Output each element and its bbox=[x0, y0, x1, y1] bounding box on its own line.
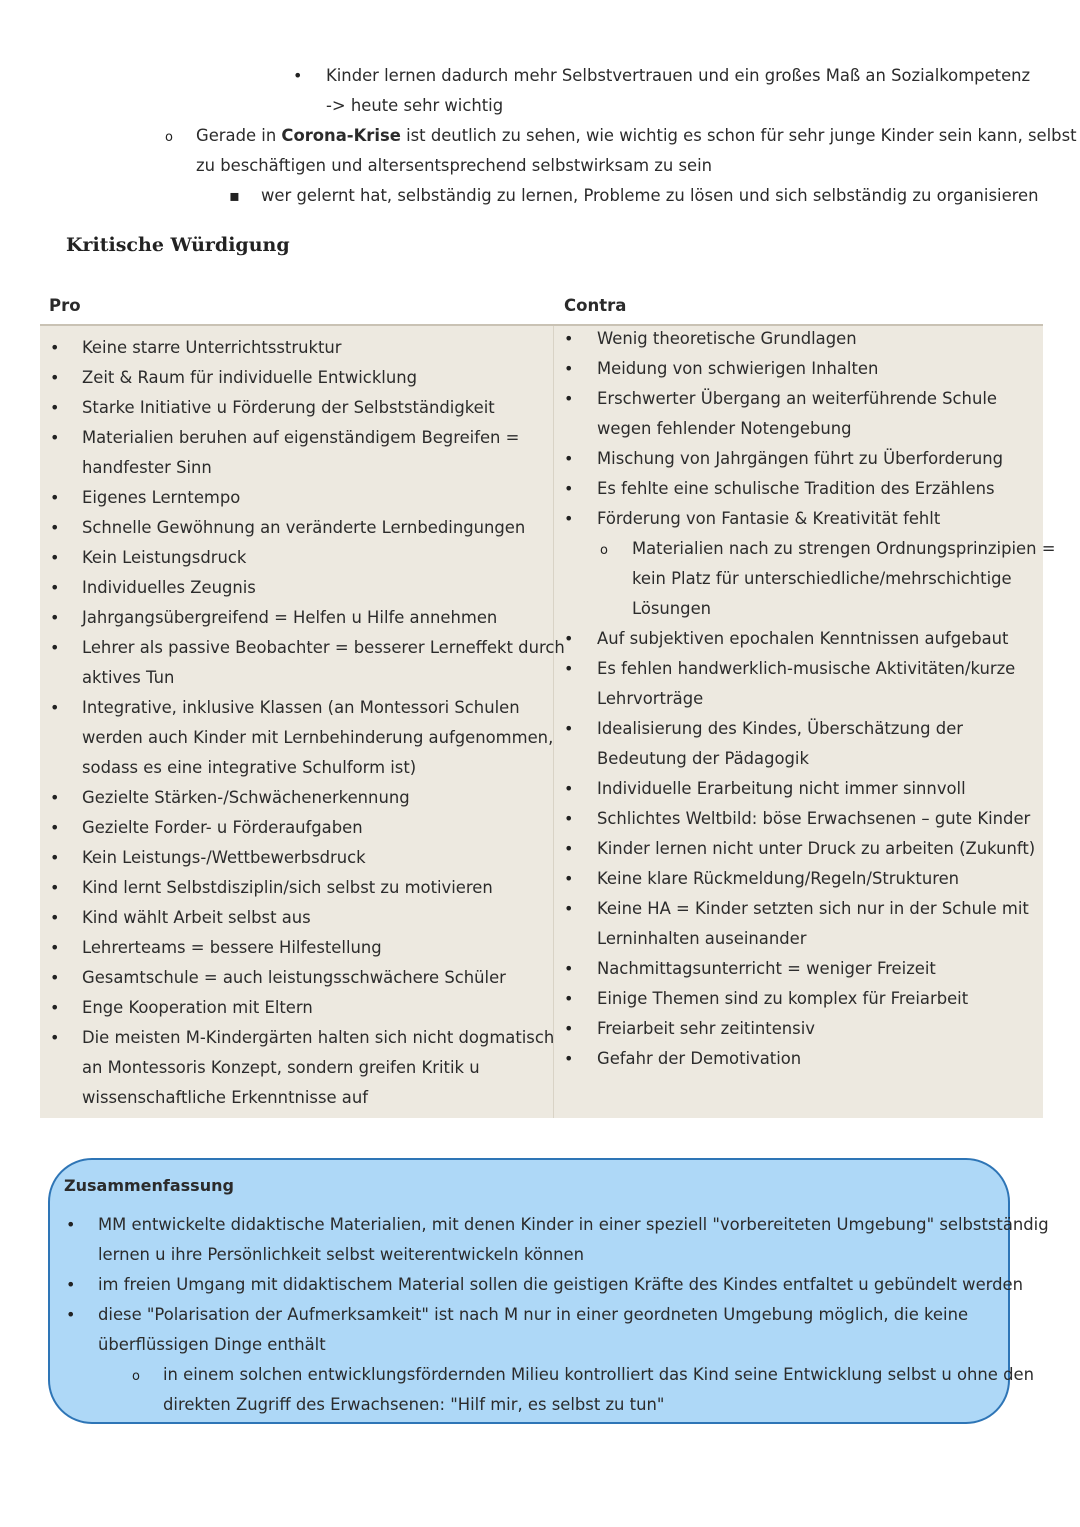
contra-item: Es fehlte eine schulische Tradition des Erzählens bbox=[597, 479, 995, 498]
contra-item: kein Platz für unterschiedliche/mehrschichtige bbox=[632, 569, 1012, 588]
bullet-disc-icon bbox=[50, 483, 59, 513]
bullet-disc-icon bbox=[564, 714, 573, 744]
pro-item: Kind wählt Arbeit selbst aus bbox=[82, 908, 311, 927]
summary-line: im freien Umgang mit didaktischem Material sollen die geistigen Kräfte des Kindes entfaltet u gebündelt werden bbox=[98, 1275, 1023, 1294]
pro-item: werden auch Kinder mit Lernbehinderung aufgenommen, bbox=[82, 728, 554, 747]
bullet-disc-icon bbox=[564, 954, 573, 984]
bullet-circle-icon bbox=[600, 534, 608, 566]
pro-item: Individuelles Zeugnis bbox=[82, 578, 256, 597]
top-line: zu beschäftigen und altersentsprechend selbstwirksam zu sein bbox=[196, 156, 713, 175]
pro-item: Kind lernt Selbstdisziplin/sich selbst zu motivieren bbox=[82, 878, 493, 897]
pro-item: Jahrgangsübergreifend = Helfen u Hilfe annehmen bbox=[82, 608, 498, 627]
bullet-disc-icon bbox=[50, 873, 59, 903]
contra-item: Idealisierung des Kindes, Überschätzung der bbox=[597, 719, 964, 738]
contra-item: Lösungen bbox=[632, 599, 712, 618]
bullet-disc-icon bbox=[50, 633, 59, 663]
contra-item: Bedeutung der Pädagogik bbox=[597, 749, 809, 768]
bullet-disc-icon bbox=[50, 813, 59, 843]
contra-item: Lehrvorträge bbox=[597, 689, 704, 708]
pro-item: Eigenes Lerntempo bbox=[82, 488, 241, 507]
contra-item: Einige Themen sind zu komplex für Freiarbeit bbox=[597, 989, 969, 1008]
section-heading: Kritische Würdigung bbox=[66, 234, 290, 256]
bullet-disc-icon bbox=[564, 444, 573, 474]
contra-item: Meidung von schwierigen Inhalten bbox=[597, 359, 879, 378]
contra-item: Es fehlen handwerklich-musische Aktivitäten/kurze bbox=[597, 659, 1016, 678]
pro-item: sodass es eine integrative Schulform ist) bbox=[82, 758, 417, 777]
pro-item: Gezielte Forder- u Förderaufgaben bbox=[82, 818, 363, 837]
contra-item: Gefahr der Demotivation bbox=[597, 1049, 802, 1068]
summary-line: direkten Zugriff des Erwachsenen: "Hilf mir, es selbst zu tun" bbox=[163, 1395, 665, 1414]
bullet-disc-icon bbox=[50, 333, 59, 363]
bullet-disc-icon bbox=[564, 624, 573, 654]
pro-item: aktives Tun bbox=[82, 668, 175, 687]
contra-item: Nachmittagsunterricht = weniger Freizeit bbox=[597, 959, 936, 978]
bullet-disc-icon bbox=[564, 384, 573, 414]
contra-item: Keine klare Rückmeldung/Regeln/Strukturen bbox=[597, 869, 960, 888]
bullet-disc-icon bbox=[66, 1210, 75, 1240]
summary-line: überflüssigen Dinge enthält bbox=[98, 1335, 326, 1354]
top-line: Kinder lernen dadurch mehr Selbstvertrauen und ein großes Maß an Sozialkompetenz bbox=[326, 66, 1031, 85]
summary-line: diese "Polarisation der Aufmerksamkeit" ist nach M nur in einer geordneten Umgebung möglich, die keine bbox=[98, 1305, 969, 1324]
bullet-circle-icon bbox=[165, 121, 173, 153]
bullet-disc-icon bbox=[564, 654, 573, 684]
bullet-disc-icon bbox=[50, 843, 59, 873]
bullet-disc-icon bbox=[293, 61, 302, 91]
pro-item: Zeit & Raum für individuelle Entwicklung bbox=[82, 368, 418, 387]
summary-line: lernen u ihre Persönlichkeit selbst weiterentwickeln können bbox=[98, 1245, 585, 1264]
summary-line: MM entwickelte didaktische Materialien, mit denen Kinder in einer speziell "vorbereiteten Umgebung" selbstständig bbox=[98, 1215, 1049, 1234]
bullet-disc-icon bbox=[50, 573, 59, 603]
bullet-disc-icon bbox=[564, 804, 573, 834]
bullet-disc-icon bbox=[50, 423, 59, 453]
bullet-circle-icon bbox=[132, 1360, 140, 1392]
contra-item: Auf subjektiven epochalen Kenntnissen aufgebaut bbox=[597, 629, 1009, 648]
bullet-disc-icon bbox=[50, 933, 59, 963]
bullet-disc-icon bbox=[564, 354, 573, 384]
contra-item: Individuelle Erarbeitung nicht immer sinnvoll bbox=[597, 779, 966, 798]
bullet-disc-icon bbox=[50, 903, 59, 933]
bullet-disc-icon bbox=[50, 603, 59, 633]
bullet-square-icon bbox=[229, 181, 240, 211]
contra-header: Contra bbox=[564, 296, 627, 315]
summary-line: in einem solchen entwicklungsfördernden Milieu kontrolliert das Kind seine Entwicklung selbst u ohne den bbox=[163, 1365, 1034, 1384]
contra-item: Keine HA = Kinder setzten sich nur in der Schule mit bbox=[597, 899, 1029, 918]
contra-item: Erschwerter Übergang an weiterführende Schule bbox=[597, 389, 997, 408]
pro-item: Integrative, inklusive Klassen (an Montessori Schulen bbox=[82, 698, 520, 717]
bullet-disc-icon bbox=[50, 513, 59, 543]
pro-item: Kein Leistungsdruck bbox=[82, 548, 247, 567]
pro-item: Gezielte Stärken-/Schwächenerkennung bbox=[82, 788, 410, 807]
bullet-disc-icon bbox=[66, 1300, 75, 1330]
bullet-disc-icon bbox=[50, 693, 59, 723]
bullet-disc-icon bbox=[564, 324, 573, 354]
contra-item: Wenig theoretische Grundlagen bbox=[597, 329, 857, 348]
contra-item: Lerninhalten auseinander bbox=[597, 929, 807, 948]
corona-text-after: ist deutlich zu sehen, wie wichtig es schon für sehr junge Kinder sein kann, selbst bbox=[400, 126, 1077, 145]
pro-item: Keine starre Unterrichtsstruktur bbox=[82, 338, 342, 357]
contra-item: Materialien nach zu strengen Ordnungsprinzipien = bbox=[632, 539, 1056, 558]
bullet-disc-icon bbox=[564, 984, 573, 1014]
bullet-disc-icon bbox=[50, 783, 59, 813]
bullet-disc-icon bbox=[564, 774, 573, 804]
contra-item: Förderung von Fantasie & Kreativität fehlt bbox=[597, 509, 941, 528]
bullet-disc-icon bbox=[564, 834, 573, 864]
bullet-disc-icon bbox=[564, 504, 573, 534]
bullet-disc-icon bbox=[564, 894, 573, 924]
pro-item: wissenschaftliche Erkenntnisse auf bbox=[82, 1088, 369, 1107]
column-divider bbox=[553, 326, 554, 1118]
pro-item: Lehrer als passive Beobachter = besserer Lerneffekt durch bbox=[82, 638, 565, 657]
contra-item: Freiarbeit sehr zeitintensiv bbox=[597, 1019, 815, 1038]
bullet-disc-icon bbox=[50, 993, 59, 1023]
bullet-disc-icon bbox=[50, 1023, 59, 1053]
bullet-disc-icon bbox=[564, 474, 573, 504]
contra-item: Schlichtes Weltbild: böse Erwachsenen – gute Kinder bbox=[597, 809, 1031, 828]
bullet-disc-icon bbox=[50, 363, 59, 393]
contra-item: wegen fehlender Notengebung bbox=[597, 419, 852, 438]
corona-text-before: Gerade in bbox=[196, 126, 282, 145]
bullet-disc-icon bbox=[50, 393, 59, 423]
top-line: wer gelernt hat, selbständig zu lernen, Probleme zu lösen und sich selbständig zu organisieren bbox=[261, 186, 1039, 205]
contra-item: Kinder lernen nicht unter Druck zu arbeiten (Zukunft) bbox=[597, 839, 1036, 858]
corona-line bbox=[196, 121, 1077, 151]
pro-header: Pro bbox=[49, 296, 81, 315]
contra-item: Mischung von Jahrgängen führt zu Überforderung bbox=[597, 449, 1003, 468]
pro-item: Die meisten M-Kindergärten halten sich nicht dogmatisch bbox=[82, 1028, 555, 1047]
pro-item: an Montessoris Konzept, sondern greifen Kritik u bbox=[82, 1058, 480, 1077]
pro-item: Schnelle Gewöhnung an veränderte Lernbedingungen bbox=[82, 518, 526, 537]
pro-item: Lehrerteams = bessere Hilfestellung bbox=[82, 938, 382, 957]
bullet-disc-icon bbox=[66, 1270, 75, 1300]
top-line: -> heute sehr wichtig bbox=[326, 96, 504, 115]
bullet-disc-icon bbox=[564, 1014, 573, 1044]
bullet-disc-icon bbox=[564, 864, 573, 894]
pro-item: Enge Kooperation mit Eltern bbox=[82, 998, 313, 1017]
summary-title: Zusammenfassung bbox=[64, 1176, 234, 1195]
pro-item: Materialien beruhen auf eigenständigem Begreifen = bbox=[82, 428, 520, 447]
pro-item: handfester Sinn bbox=[82, 458, 212, 477]
bullet-disc-icon bbox=[50, 543, 59, 573]
bullet-disc-icon bbox=[564, 1044, 573, 1074]
pro-item: Gesamtschule = auch leistungsschwächere Schüler bbox=[82, 968, 506, 987]
pro-item: Starke Initiative u Förderung der Selbstständigkeit bbox=[82, 398, 495, 417]
corona-bold: Corona-Krise bbox=[281, 126, 401, 145]
pro-item: Kein Leistungs-/Wettbewerbsdruck bbox=[82, 848, 366, 867]
bullet-disc-icon bbox=[50, 963, 59, 993]
